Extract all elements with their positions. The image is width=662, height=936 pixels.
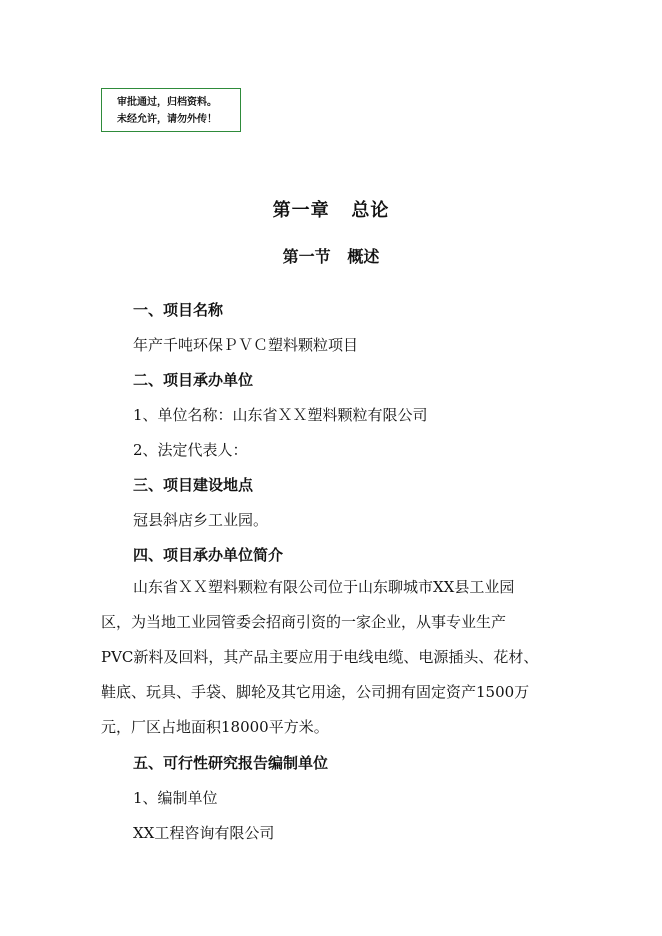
approval-stamp: [101, 88, 241, 132]
legal-representative-text: 2、法定代表人：: [133, 441, 248, 459]
intro-line-3: PVC新料及回料，其产品主要应用于电线电缆、电源插头、花材、: [101, 648, 539, 666]
compiler-name: XX工程咨询有限公司: [133, 824, 275, 842]
intro-line-2: 区，为当地工业园管委会招商引资的一家企业，从事专业生产: [101, 613, 507, 631]
chapter-title: 第一章 总论: [272, 200, 390, 221]
location-text: 冠县斜店乡工业园。: [133, 511, 269, 529]
unit-intro-paragraph: [101, 570, 581, 745]
heading-report-compiler: 五、可行性研究报告编制单位: [133, 754, 329, 772]
unit-name-text: 1、单位名称：山东省ＸＸ塑料颗粒有限公司: [133, 406, 428, 424]
heading-unit-intro: 四、项目承办单位简介: [133, 546, 284, 564]
project-name-text: 年产千吨环保ＰＶＣ塑料颗粒项目: [133, 336, 359, 354]
heading-project-name: 一、项目名称: [133, 301, 224, 319]
heading-sponsor-unit: 二、项目承办单位: [133, 371, 254, 389]
intro-line-1: 山东省ＸＸ塑料颗粒有限公司位于山东聊城市XX县工业园: [133, 578, 515, 596]
compiler-label: 1、编制单位: [133, 789, 218, 807]
intro-line-5: 元，厂区占地面积18000平方米。: [101, 718, 329, 736]
heading-location: 三、项目建设地点: [133, 476, 254, 494]
section-title: 第一节 概述: [282, 247, 380, 266]
stamp-line-2: 未经允许，请勿外传！: [117, 114, 217, 125]
stamp-line-1: 审批通过，归档资料。: [117, 97, 217, 108]
intro-line-4: 鞋底、玩具、手袋、脚轮及其它用途，公司拥有固定资产1500万: [101, 683, 530, 701]
